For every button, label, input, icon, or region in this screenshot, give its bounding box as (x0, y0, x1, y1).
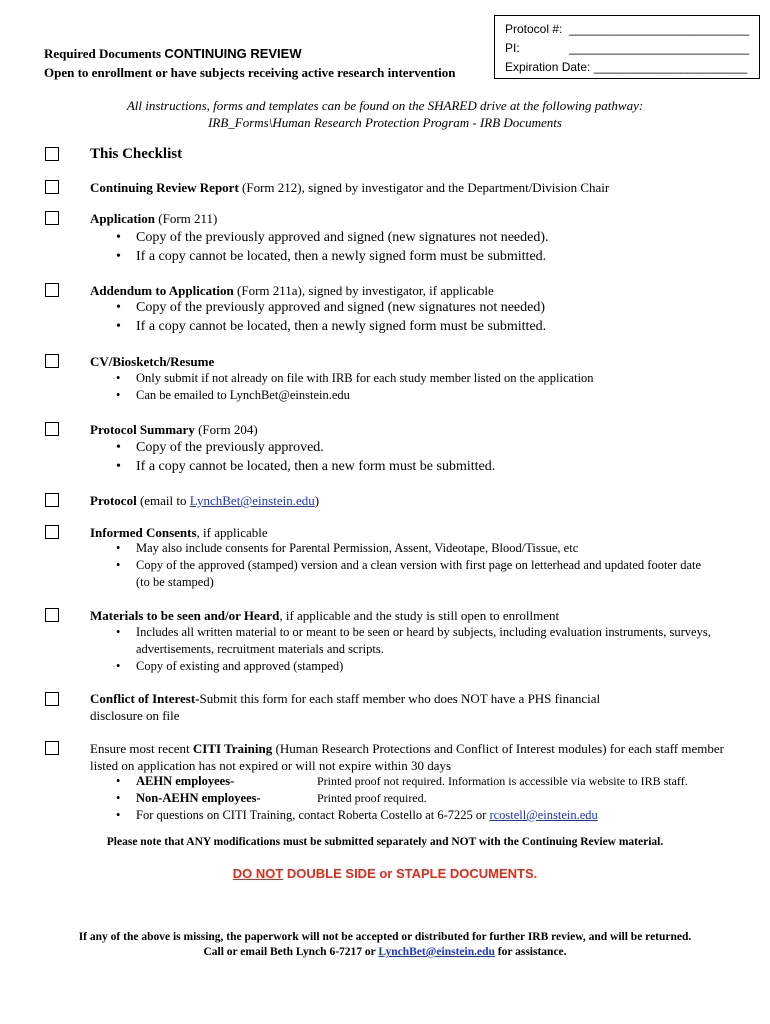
aehn-text: Printed proof not required. Information is accessible via website to IRB staff. (317, 774, 688, 788)
cv-bullets (112, 370, 742, 404)
protocol-number-field[interactable]: ___________________________ (569, 22, 750, 36)
list-item (112, 790, 752, 807)
modifications-note: Please note that ANY modifications must be submitted separately and NOT with the Continuing Review material. (106, 836, 664, 848)
aehn-label: AEHN employees- (136, 774, 235, 788)
citi-questions-text: For questions on CITI Training, contact Roberta Costello at 6-7225 or (136, 808, 490, 822)
checkbox-informed-consents[interactable] (45, 525, 59, 539)
consents-text: , if applicable (196, 525, 268, 540)
list-item (112, 807, 752, 824)
title-prefix: Required Documents (44, 46, 162, 61)
item-conflict-of-interest (90, 690, 650, 724)
page-title (44, 46, 302, 62)
page-subtitle: Open to enrollment or have subjects receiving active research intervention (44, 65, 456, 80)
pi-line (505, 39, 759, 58)
summary-title: Protocol Summary (90, 422, 195, 437)
citi-bullets (112, 773, 752, 824)
application-title: Application (90, 211, 156, 226)
checkbox-materials[interactable] (45, 608, 59, 622)
list-item: • Copy of the previously approved and signed (new signatures not needed). (112, 228, 742, 247)
checkbox-conflict-of-interest[interactable] (45, 692, 59, 706)
protocol-info-box (494, 15, 760, 79)
warning-underlined: DO NOT (232, 866, 284, 881)
footer-contact-end: for assistance. (494, 946, 567, 958)
staple-warning (0, 866, 770, 881)
footer-line-1: If any of the above is missing, the paperwork will not be accepted or distributed for further IRB review, and will be returned. (78, 931, 692, 943)
cv-title: CV/Biosketch/Resume (90, 354, 215, 369)
checkbox-protocol-summary[interactable] (45, 422, 59, 436)
item-application (90, 210, 740, 227)
materials-bullets (112, 624, 732, 675)
citi-email-link[interactable]: rcostell@einstein.edu (489, 808, 598, 822)
list-item: • Only submit if not already on file with IRB for each study member listed on the application (112, 370, 742, 387)
list-item: • If a copy cannot be located, then a newly signed form must be submitted. (112, 247, 742, 266)
citi-text-before: Ensure most recent (90, 741, 193, 756)
item-materials (90, 607, 740, 624)
list-item: • Copy of existing and approved (stamped) (112, 658, 732, 675)
checkbox-addendum[interactable] (45, 283, 59, 297)
expiration-date-line (505, 58, 759, 77)
checkbox-application[interactable] (45, 211, 59, 225)
coi-title: Conflict of Interest- (90, 691, 200, 706)
checkbox-continuing-review-report[interactable] (45, 180, 59, 194)
addendum-text: (Form 211a), signed by investigator, if applicable (233, 283, 494, 298)
pi-field[interactable]: ___________________________ (569, 41, 750, 55)
checkbox-protocol[interactable] (45, 493, 59, 507)
consents-bullets (112, 540, 712, 591)
list-item: • Includes all written material to or meant to be seen or heard by subjects, including evaluation instruments, surveys, advertisements, recruitment materials and scripts. (112, 624, 732, 658)
summary-bullets (112, 438, 742, 476)
list-item: • If a copy cannot be located, then a new form must be submitted. (112, 457, 742, 476)
intro-line-1: All instructions, forms and templates can be found on the SHARED drive at the following pathway: (126, 98, 644, 113)
summary-text: (Form 204) (194, 422, 258, 437)
item-protocol (90, 492, 740, 509)
footer-line-2 (0, 945, 770, 960)
list-item: • If a copy cannot be located, then a newly signed form must be submitted. (112, 317, 742, 336)
protocol-number-label: Protocol #: (505, 22, 563, 36)
item-informed-consents (90, 524, 740, 541)
footer-contact-text: Call or email Beth Lynch 6-7217 or (203, 946, 379, 958)
citi-text-after: (Human Research Protections and Conflict of Interest modules) for each staff member listed on application has not expired or will not expire within 30 days (90, 741, 724, 773)
list-item: • Can be emailed to LynchBet@einstein.edu (112, 387, 742, 404)
materials-title: Materials to be seen and/or Heard (90, 608, 280, 623)
protocol-number-line (505, 20, 759, 39)
application-bullets (112, 228, 742, 266)
addendum-bullets (112, 298, 742, 336)
crr-title: Continuing Review Report (90, 180, 239, 195)
expiration-date-field[interactable]: _______________________ (593, 60, 748, 74)
coi-text: Submit this form for each staff member who does NOT have a PHS financial disclosure on file (90, 691, 601, 723)
materials-text: , if applicable and the study is still open to enrollment (279, 608, 560, 623)
citi-title: CITI Training (192, 741, 273, 756)
item-addendum (90, 282, 740, 299)
checkbox-citi-training[interactable] (45, 741, 59, 755)
checkbox-cv-biosketch[interactable] (45, 354, 59, 368)
item-this-checklist: This Checklist (90, 146, 183, 162)
expiration-date-label: Expiration Date: (505, 60, 591, 74)
list-item: • Copy of the previously approved and signed (new signatures not needed) (112, 298, 742, 317)
consents-title: Informed Consents (90, 525, 197, 540)
item-protocol-summary (90, 421, 740, 438)
footer-email-link[interactable]: LynchBet@einstein.edu (378, 946, 495, 958)
item-continuing-review-report (90, 179, 740, 196)
application-text: (Form 211) (155, 211, 218, 226)
list-item: • Copy of the approved (stamped) version and a clean version with first page on letterhead and updated footer date (to be stamped) (112, 557, 712, 591)
addendum-title: Addendum to Application (90, 283, 234, 298)
protocol-text: (email to (136, 493, 190, 508)
list-item: • May also include consents for Parental Permission, Assent, Videotape, Blood/Tissue, etc (112, 540, 712, 557)
non-aehn-text: Printed proof required. (317, 791, 427, 805)
title-suffix: CONTINUING REVIEW (164, 46, 302, 61)
pi-label: PI: (505, 41, 520, 55)
list-item (112, 773, 752, 790)
protocol-email-link[interactable]: LynchBet@einstein.edu (189, 493, 315, 508)
list-item: • Copy of the previously approved. (112, 438, 742, 457)
checkbox-this-checklist[interactable] (45, 147, 59, 161)
crr-text: (Form 212), signed by investigator and the Department/Division Chair (238, 180, 610, 195)
warning-rest: DOUBLE SIDE or STAPLE DOCUMENTS. (283, 866, 538, 881)
protocol-text-end: ) (314, 493, 320, 508)
non-aehn-label: Non-AEHN employees- (136, 791, 261, 805)
item-citi-training (90, 740, 730, 774)
intro-line-2: IRB_Forms\Human Research Protection Program - IRB Documents (208, 115, 562, 130)
protocol-title: Protocol (90, 493, 137, 508)
item-cv-biosketch (90, 353, 740, 370)
